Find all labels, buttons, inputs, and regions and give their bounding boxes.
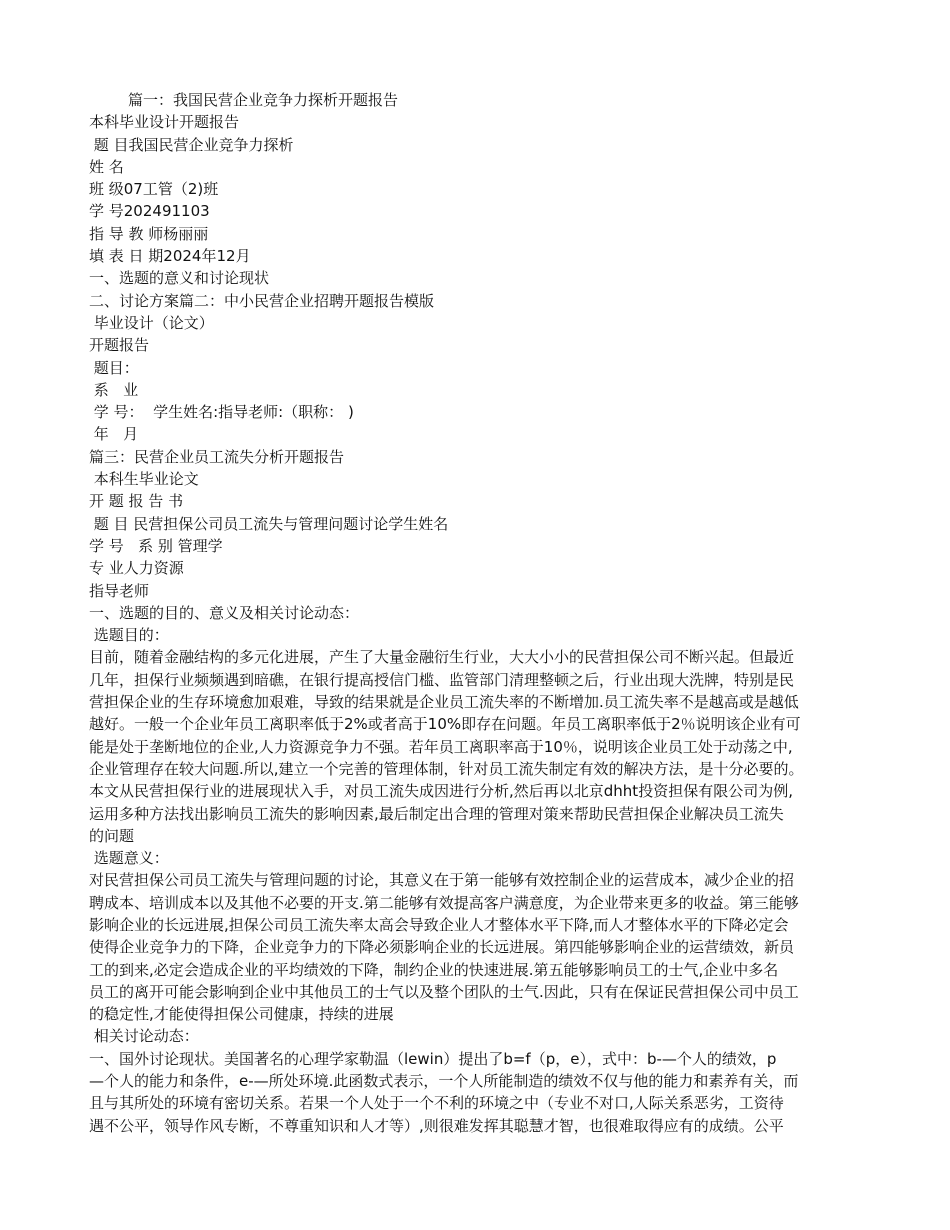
paragraph-line: 能是处于垄断地位的企业,人力资源竞争力不强。若年员工离职率高于10％，说明该企业员工处于动荡之中, <box>89 737 793 756</box>
paragraph-line: 员工的离开可能会影响到企业中其他员工的士气以及整个团队的士气.因此，只有在保证民营担保公司中员工 <box>89 982 799 1001</box>
subheading-significance: 选题意义： <box>89 849 169 868</box>
paragraph-significance <box>89 869 880 1025</box>
paragraph-line: 运用多种方法找出影响员工流失的影响因素,最后制定出合理的管理对策来帮助民营担保企业解决员工流失 <box>89 804 784 823</box>
doc-line: 一、选题的目的、意义及相关讨论动态： <box>89 603 360 622</box>
paragraph-line: 几年，担保行业频频遇到暗礁，在银行提高授信门槛、监管部门清理整顿之后，行业出现大洗牌，特别是民 <box>89 670 795 689</box>
paragraph-purpose <box>89 646 880 847</box>
doc-line: 题目： <box>89 358 139 377</box>
doc-line: 姓 名 <box>89 157 124 176</box>
paragraph-line: 一、国外讨论现状。美国著名的心理学家勒温（lewin）提出了b=f（p，e），式中：b-—个人的绩效，p <box>89 1049 777 1068</box>
doc-line: 题 目 民营担保公司员工流失与管理问题讨论学生姓名 <box>89 514 449 533</box>
doc-line: 学 号 系 别 管理学 <box>89 536 223 555</box>
doc-line: 学 号202491103 <box>89 202 210 221</box>
doc-line: 系 业 <box>89 380 139 399</box>
section-title-3: 篇三：民营企业员工流失分析开题报告 <box>89 447 345 466</box>
doc-line: 本科毕业设计开题报告 <box>89 113 240 132</box>
doc-line: 一、选题的意义和讨论现状 <box>89 269 270 288</box>
paragraph-line: 企业管理存在较大问题.所以,建立一个完善的管理体制，针对员工流失制定有效的解决方法，是十分必要的。 <box>89 759 804 778</box>
subheading-related-research: 相关讨论动态： <box>89 1027 199 1046</box>
doc-line: 学 号： 学生姓名:指导老师:（职称： ) <box>89 403 354 422</box>
doc-line: 指 导 教 师杨丽丽 <box>89 224 209 243</box>
paragraph-line: —个人的能力和条件，e-—所处环境.此函数式表示，一个人所能制造的绩效不仅与他的能力和素养有关，而 <box>89 1072 799 1091</box>
paragraph-line: 影响企业的长远进展,担保公司员工流失率太高会导致企业人才整体水平下降,而人才整体水平的下降必定会 <box>89 915 789 934</box>
section-title-2: 二、讨论方案篇二：中小民营企业招聘开题报告模版 <box>89 291 435 310</box>
paragraph-line: 且与其所处的环境有密切关系。若果一个人处于一个不利的环境之中（专业不对口,人际关系恶劣，工资待 <box>89 1094 784 1113</box>
paragraph-line: 遇不公平，领导作风专断，不尊重知识和人才等）,则很难发挥其聪慧才智，也很难取得应有的成绩。公平 <box>89 1116 784 1135</box>
doc-line: 开题报告 <box>89 336 150 355</box>
paragraph-line: 对民营担保公司员工流失与管理问题的讨论，其意义在于第一能够有效控制企业的运营成本，减少企业的招 <box>89 871 795 890</box>
paragraph-line: 本文从民营担保行业的进展现状入手，对员工流失成因进行分析,然后再以北京dhht投资担保有限公司为例, <box>89 782 793 801</box>
paragraph-line: 越好。一般一个企业年员工离职率低于2%或者高于10%即存在问题。年员工离职率低于2％说明该企业有可 <box>89 715 801 734</box>
doc-line: 班 级07工管（2)班 <box>89 180 219 199</box>
doc-line: 本科生毕业论文 <box>89 470 199 489</box>
doc-line: 专 业人力资源 <box>89 559 184 578</box>
doc-line: 指导老师 <box>89 581 150 600</box>
doc-line: 题 目我国民营企业竞争力探析 <box>89 135 294 154</box>
section-title-1: 篇一：我国民营企业竞争力探析开题报告 <box>128 91 399 109</box>
paragraph-line: 使得企业竞争力的下降，企业竞争力的下降必须影响企业的长远进展。第四能够影响企业的运营绩效，新员 <box>89 938 795 957</box>
subheading-purpose: 选题目的： <box>89 626 169 645</box>
paragraph-line: 工的到来,必定会造成企业的平均绩效的下降，制约企业的快速进展.第五能够影响员工的士气,企业中多名 <box>89 960 779 979</box>
paragraph-line: 的稳定性,才能使得担保公司健康，持续的进展 <box>89 1005 394 1024</box>
doc-line: 年 月 <box>89 425 139 444</box>
doc-line: 开 题 报 告 书 <box>89 492 184 511</box>
paragraph-research <box>89 1048 880 1137</box>
doc-line: 填 表 日 期2024年12月 <box>89 247 251 266</box>
paragraph-line: 聘成本、培训成本以及其他不必要的开支.第二能够有效提高客户满意度，为企业带来更多的收益。第三能够 <box>89 893 799 912</box>
paragraph-line: 的问题 <box>89 826 135 845</box>
paragraph-line: 营担保企业的生存环境愈加艰难，导致的结果就是企业员工流失率的不断增加.员工流失率不是越高或是越低 <box>89 693 799 712</box>
doc-line: 毕业设计（论文） <box>89 313 214 332</box>
paragraph-line: 目前，随着金融结构的多元化进展，产生了大量金融衍生行业，大大小小的民营担保公司不断兴起。但最近 <box>89 648 795 667</box>
